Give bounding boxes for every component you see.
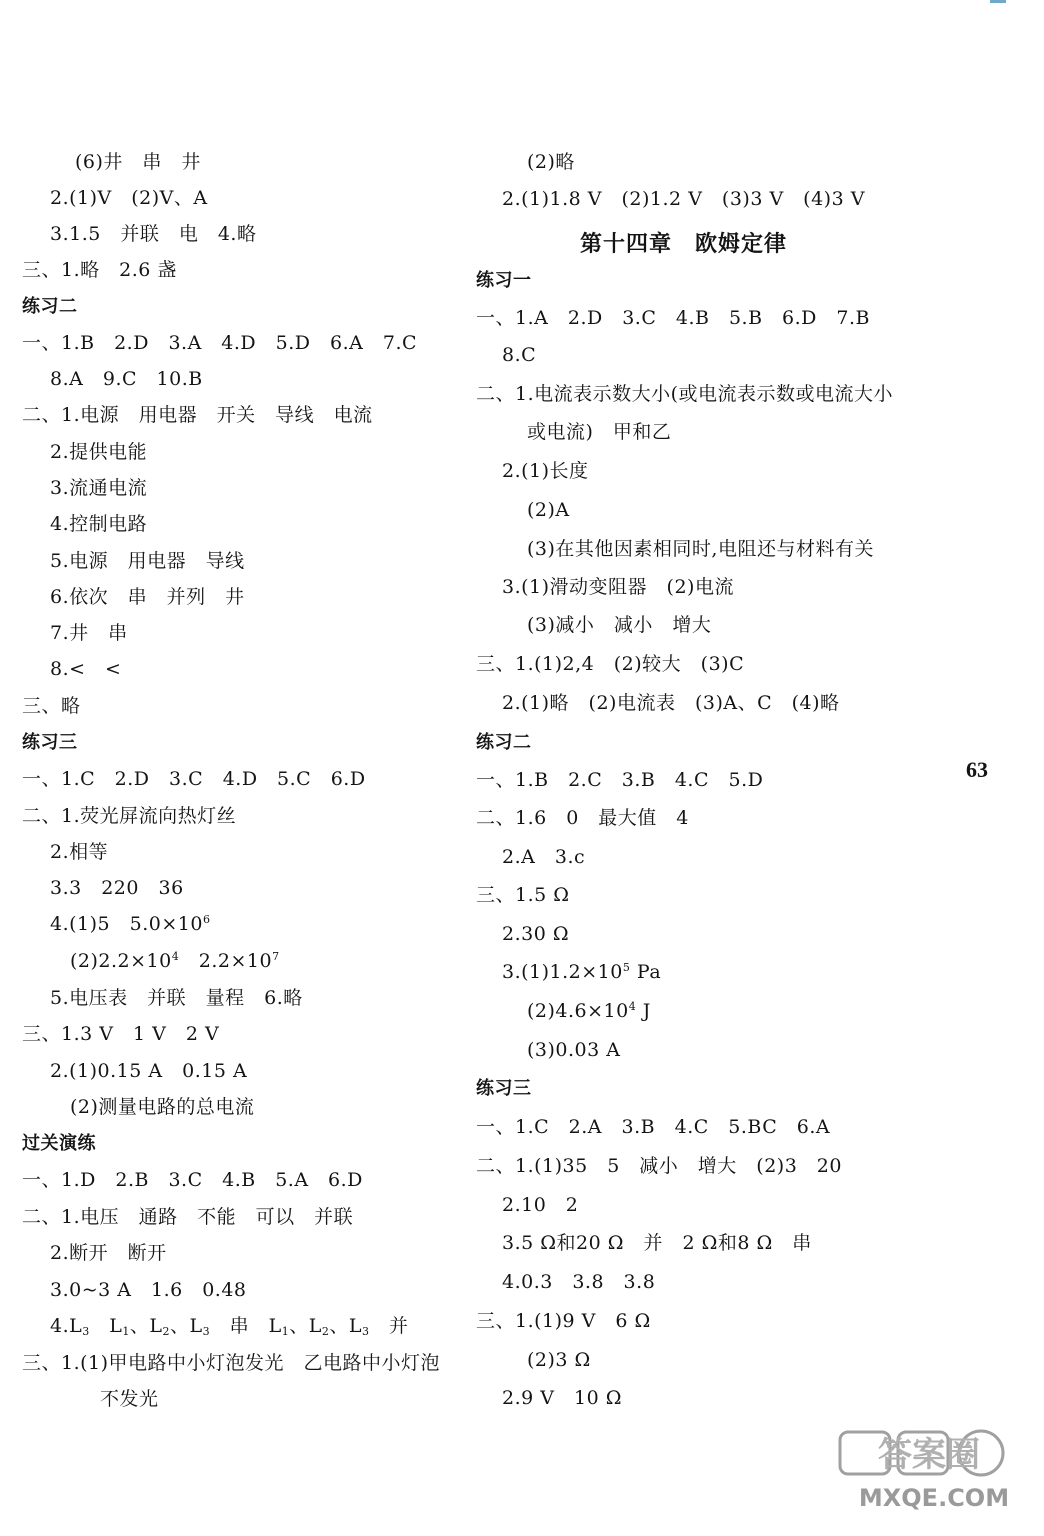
subscript: 3 bbox=[202, 1325, 211, 1338]
answer-line bbox=[50, 549, 245, 573]
watermark-logo bbox=[834, 1426, 1024, 1516]
superscript: 7 bbox=[272, 950, 280, 963]
answer-line bbox=[476, 1309, 651, 1333]
section-heading bbox=[22, 1132, 96, 1156]
answer-text: L bbox=[89, 1315, 123, 1337]
answer-line bbox=[70, 1095, 254, 1119]
answer-line bbox=[22, 804, 236, 828]
answer-line bbox=[50, 912, 210, 936]
subscript: 3 bbox=[82, 1325, 90, 1338]
answer-line bbox=[502, 575, 734, 599]
answer-text: 二、1.电源 用电器 开关 导线 电流 bbox=[22, 404, 373, 426]
answer-line bbox=[476, 1154, 842, 1178]
answer-line bbox=[22, 694, 81, 718]
answer-line bbox=[502, 960, 661, 984]
answer-text: 2.(1)0.15 A 0.15 A bbox=[50, 1060, 248, 1082]
answer-line bbox=[527, 613, 711, 637]
answer-line bbox=[527, 1348, 591, 1372]
subscript: 3 bbox=[362, 1325, 370, 1338]
answer-text: 练习二 bbox=[476, 732, 532, 753]
answer-text: 3.(1)滑动变阻器 (2)电流 bbox=[502, 576, 734, 598]
answer-text: 练习二 bbox=[22, 296, 78, 317]
section-heading bbox=[476, 731, 532, 755]
answer-text: 3.0~3 A 1.6 0.48 bbox=[50, 1279, 247, 1301]
answer-text: 6.依次 串 并列 井 bbox=[50, 586, 245, 608]
answer-text: 5.电源 用电器 导线 bbox=[50, 550, 245, 572]
subscript: 2 bbox=[162, 1325, 170, 1338]
answer-line bbox=[527, 999, 651, 1023]
answer-line bbox=[22, 1205, 353, 1229]
answer-line bbox=[476, 382, 893, 406]
watermark-en: MXQE.COM bbox=[858, 1484, 1010, 1512]
superscript: 4 bbox=[171, 950, 180, 963]
answer-line bbox=[527, 498, 570, 522]
answer-line bbox=[527, 150, 575, 174]
answer-text: 、L bbox=[129, 1315, 163, 1337]
answer-line bbox=[476, 768, 763, 792]
answer-text: 二、1.(1)35 5 减小 增大 (2)3 20 bbox=[476, 1155, 842, 1177]
answer-text: 2.(1)V (2)V、A bbox=[50, 187, 208, 209]
answer-line bbox=[22, 767, 366, 791]
answer-text: (2)2.2×10 bbox=[70, 950, 172, 972]
answer-text: 三、1.(1)9 V 6 Ω bbox=[476, 1310, 651, 1332]
answer-line bbox=[50, 222, 256, 246]
answer-line bbox=[50, 440, 147, 464]
chapter-title: 第十四章 欧姆定律 bbox=[580, 231, 788, 257]
answer-text: 3.3 220 36 bbox=[50, 877, 184, 899]
answer-text: 2.提供电能 bbox=[50, 441, 148, 463]
answer-line bbox=[50, 1278, 247, 1302]
answer-text: 3.(1)1.2×10 bbox=[502, 961, 623, 983]
answer-line bbox=[22, 1022, 219, 1046]
answer-text: 三、1.5 Ω bbox=[476, 884, 570, 906]
subscript: 1 bbox=[281, 1325, 290, 1338]
answer-line bbox=[502, 343, 536, 367]
answer-line bbox=[50, 986, 303, 1010]
answer-line bbox=[50, 1241, 167, 1265]
answer-text: 并 bbox=[369, 1315, 409, 1337]
answer-line bbox=[502, 459, 589, 483]
answer-text: 三、1.3 V 1 V 2 V bbox=[22, 1023, 220, 1045]
answer-text: 2.(1)长度 bbox=[502, 460, 589, 482]
answer-line bbox=[100, 1387, 159, 1411]
answer-text: 4.控制电路 bbox=[50, 513, 148, 535]
answer-line bbox=[476, 883, 570, 907]
superscript: 5 bbox=[622, 961, 631, 974]
answer-text: 2.(1)略 (2)电流表 (3)A、C (4)略 bbox=[502, 692, 840, 714]
answer-line bbox=[50, 585, 245, 609]
answer-text: 一、1.A 2.D 3.C 4.B 5.B 6.D 7.B bbox=[476, 307, 871, 329]
answer-text: 2.2×10 bbox=[179, 950, 273, 972]
section-heading bbox=[476, 1077, 532, 1101]
answer-line bbox=[75, 150, 201, 174]
answer-line bbox=[22, 1351, 440, 1375]
subscript: 2 bbox=[321, 1325, 330, 1338]
answer-text: 练习三 bbox=[476, 1078, 532, 1099]
answer-text: 一、1.B 2.D 3.A 4.D 5.D 6.A 7.C bbox=[22, 332, 418, 354]
answer-line bbox=[50, 476, 147, 500]
section-heading bbox=[22, 731, 78, 755]
answer-line bbox=[50, 840, 108, 864]
answer-text: 二、1.电压 通路 不能 可以 并联 bbox=[22, 1206, 354, 1228]
answer-line bbox=[502, 691, 840, 715]
answer-text: 5.电压表 并联 量程 6.略 bbox=[50, 987, 303, 1009]
corner-mark-icon bbox=[988, 0, 1008, 14]
answer-text: J bbox=[636, 1000, 651, 1022]
answer-line bbox=[50, 186, 208, 210]
answer-text: (3)0.03 A bbox=[527, 1039, 621, 1061]
answer-text: 2.10 2 bbox=[502, 1194, 579, 1216]
answer-text: 不发光 bbox=[100, 1388, 159, 1410]
answer-line bbox=[502, 1193, 578, 1217]
answer-text: 二、1.荧光屏流向热灯丝 bbox=[22, 805, 237, 827]
watermark-cn: 答案圈 bbox=[878, 1435, 980, 1475]
answer-text: 8.C bbox=[502, 344, 537, 366]
answer-line bbox=[476, 306, 870, 330]
answer-line bbox=[476, 1115, 830, 1139]
answer-line bbox=[502, 922, 569, 946]
answer-text: (2)3 Ω bbox=[527, 1349, 591, 1371]
answer-text: 过关演练 bbox=[22, 1133, 96, 1154]
answer-text: (2)测量电路的总电流 bbox=[70, 1096, 255, 1118]
answer-line bbox=[50, 367, 203, 391]
answer-text: 二、1.电流表示数大小(或电流表示数或电流大小 bbox=[476, 383, 894, 405]
answer-text: 7.井 串 bbox=[50, 622, 128, 644]
answer-text: 2.断开 断开 bbox=[50, 1242, 167, 1264]
page-number: 63 bbox=[966, 757, 988, 782]
answer-line bbox=[50, 621, 128, 645]
answer-text: 4.0.3 3.8 3.8 bbox=[502, 1271, 656, 1293]
answer-text: 三、1.(1)甲电路中小灯泡发光 乙电路中小灯泡 bbox=[22, 1352, 441, 1374]
answer-text: 三、1.(1)2,4 (2)较大 (3)C bbox=[476, 653, 745, 675]
answer-text: 2.相等 bbox=[50, 841, 109, 863]
answer-text: 8.< < bbox=[50, 658, 122, 680]
answer-text: 或电流) 甲和乙 bbox=[527, 421, 672, 443]
answer-text: 三、1.略 2.6 盏 bbox=[22, 259, 177, 281]
answer-line bbox=[50, 512, 147, 536]
answer-text: 一、1.C 2.D 3.C 4.D 5.C 6.D bbox=[22, 768, 366, 790]
answer-line bbox=[476, 806, 689, 830]
answer-line bbox=[527, 420, 671, 444]
answer-text: 一、1.B 2.C 3.B 4.C 5.D bbox=[476, 769, 764, 791]
answer-line bbox=[22, 1168, 363, 1192]
answer-text: 一、1.D 2.B 3.C 4.B 5.A 6.D bbox=[22, 1169, 363, 1191]
answer-text: (3)减小 减小 增大 bbox=[527, 614, 712, 636]
answer-text: 2.30 Ω bbox=[502, 923, 570, 945]
answer-line bbox=[22, 258, 177, 282]
answer-text: 3.1.5 并联 电 4.略 bbox=[50, 223, 257, 245]
answer-text: 3.5 Ω和20 Ω 并 2 Ω和8 Ω 串 bbox=[502, 1232, 812, 1254]
answer-line bbox=[502, 1231, 812, 1255]
answer-line bbox=[527, 537, 874, 561]
answer-line bbox=[502, 1270, 655, 1294]
answer-text: (3)在其他因素相同时,电阻还与材料有关 bbox=[527, 538, 874, 560]
answer-text: 、L bbox=[289, 1315, 322, 1337]
answer-text: 2.A 3.c bbox=[502, 846, 586, 868]
answer-line bbox=[50, 657, 121, 681]
answer-text: 、L bbox=[170, 1315, 203, 1337]
subscript: 1 bbox=[122, 1325, 130, 1338]
section-heading bbox=[22, 295, 78, 319]
answer-text: (6)井 串 井 bbox=[75, 151, 201, 173]
answer-line bbox=[476, 652, 744, 676]
section-heading bbox=[476, 269, 532, 293]
answer-text: 一、1.C 2.A 3.B 4.C 5.BC 6.A bbox=[476, 1116, 831, 1138]
watermark-logo-icon bbox=[834, 1426, 1024, 1516]
answer-line bbox=[502, 187, 865, 211]
answer-line bbox=[50, 1059, 247, 1083]
answer-text: 3.流通电流 bbox=[50, 477, 148, 499]
answer-line bbox=[22, 331, 417, 355]
superscript: 6 bbox=[202, 913, 211, 926]
answer-text: 2.(1)1.8 V (2)1.2 V (3)3 V (4)3 V bbox=[502, 188, 865, 210]
answer-text: (2)略 bbox=[527, 151, 575, 173]
answer-text: 三、略 bbox=[22, 695, 81, 717]
answer-text: 二、1.6 0 最大值 4 bbox=[476, 807, 689, 829]
answer-text: Pa bbox=[630, 961, 662, 983]
answer-text: 练习一 bbox=[476, 270, 532, 291]
answer-text: 4.(1)5 5.0×10 bbox=[50, 913, 203, 935]
answer-line bbox=[527, 1038, 620, 1062]
answer-line bbox=[502, 1386, 622, 1410]
answer-text: (2)A bbox=[527, 499, 570, 521]
answer-text: 、L bbox=[329, 1315, 362, 1337]
answer-line bbox=[50, 876, 184, 900]
answer-line bbox=[70, 949, 280, 973]
answer-text: 串 L bbox=[210, 1315, 282, 1337]
answer-line bbox=[50, 1314, 409, 1338]
answer-text: 2.9 V 10 Ω bbox=[502, 1387, 622, 1409]
answer-line bbox=[22, 403, 373, 427]
answer-text: (2)4.6×10 bbox=[527, 1000, 629, 1022]
answer-line bbox=[502, 845, 585, 869]
answer-text: 练习三 bbox=[22, 732, 78, 753]
superscript: 4 bbox=[628, 1000, 637, 1013]
answer-text: 4.L bbox=[50, 1315, 83, 1337]
answer-text: 8.A 9.C 10.B bbox=[50, 368, 203, 390]
